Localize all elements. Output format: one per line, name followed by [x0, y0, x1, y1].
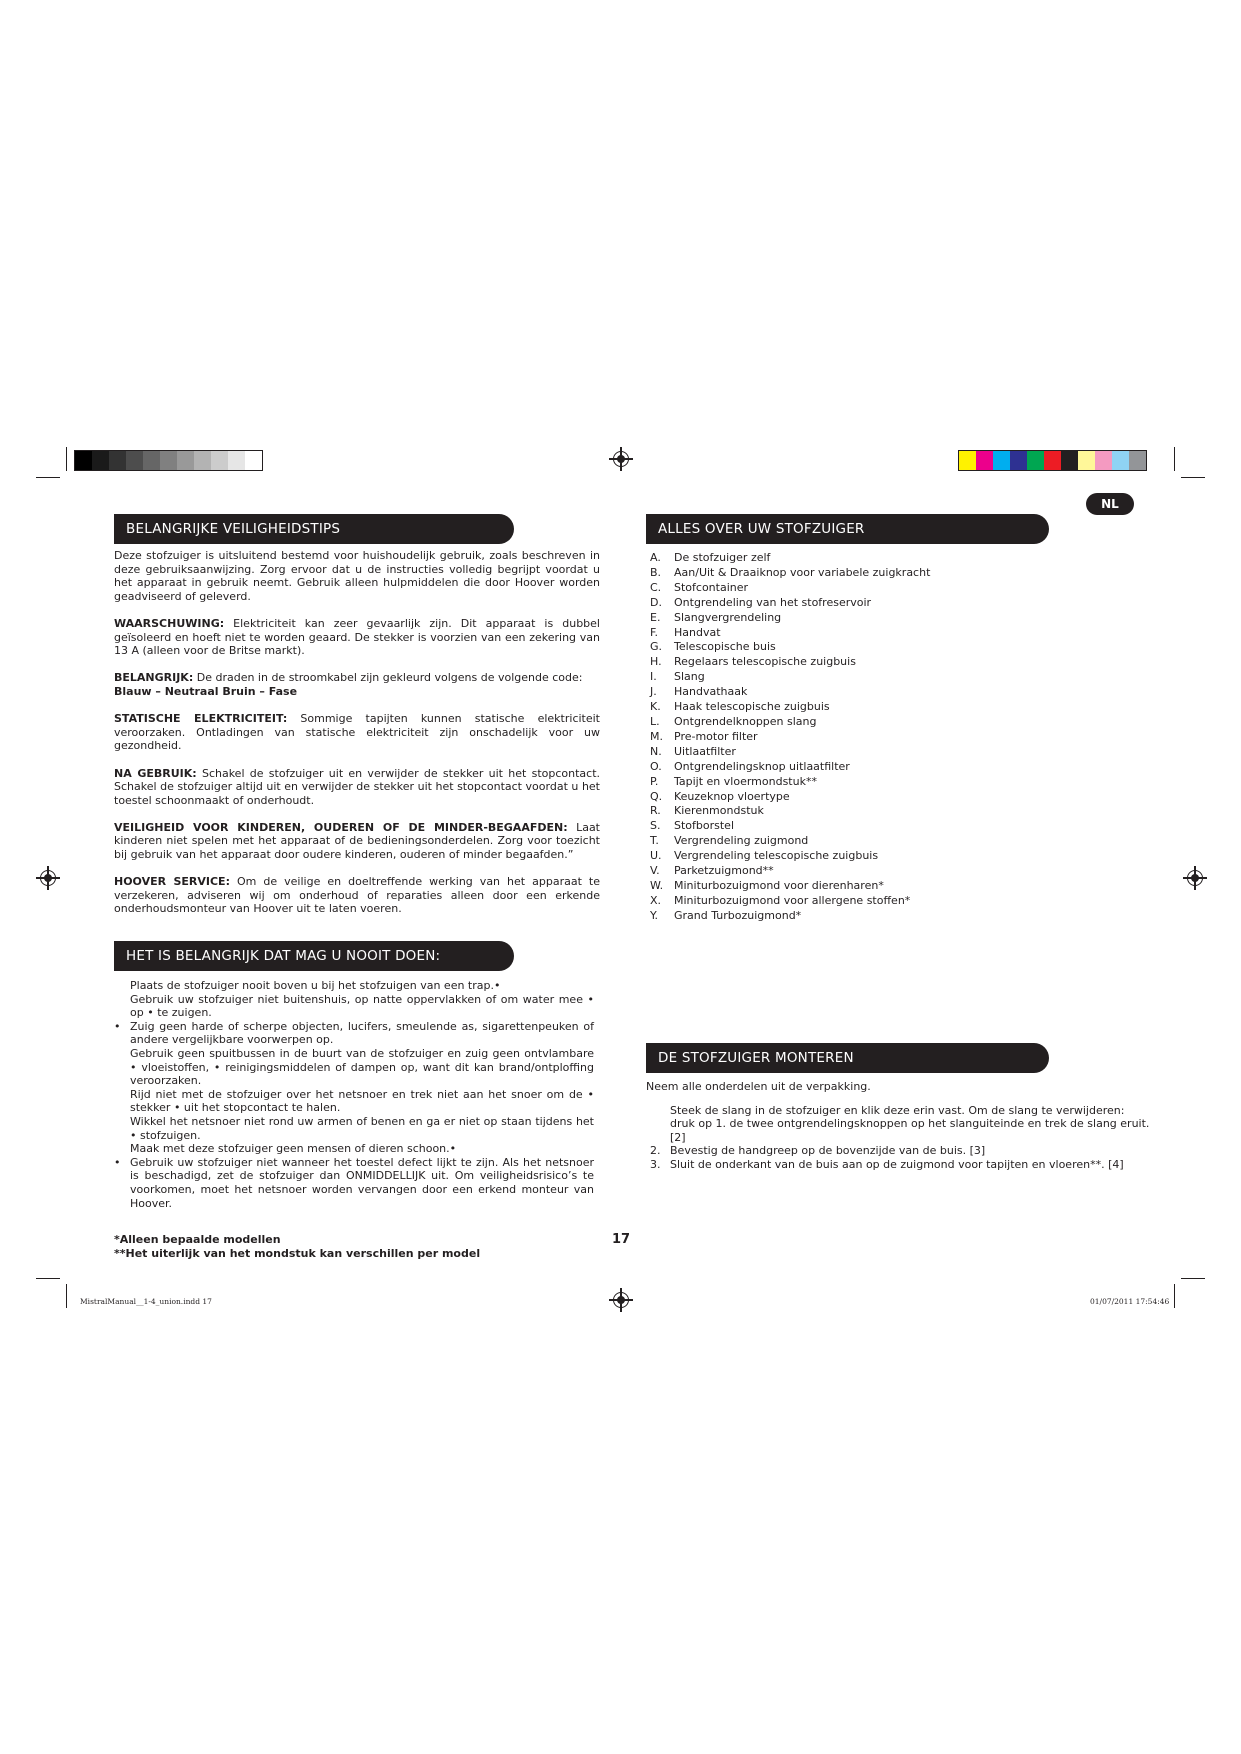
- list-item: Gebruik uw stofzuiger niet buitenshuis, op natte oppervlakken of om water mee • op • te zuigen.: [130, 992, 594, 1020]
- section-heading-never-do: HET IS BELANGRIJK DAT MAG U NOOIT DOEN:: [114, 941, 514, 971]
- grayscale-color-bar: [74, 450, 263, 471]
- crop-mark: [36, 1278, 60, 1279]
- section-heading-safety: BELANGRIJKE VEILIGHEIDSTIPS: [114, 514, 514, 544]
- list-item: B. Aan/Uit & Draaiknop voor variabele zuigkracht: [650, 565, 931, 579]
- color-swatch: [1078, 451, 1095, 470]
- parts-list: [650, 551, 930, 924]
- color-swatch: [109, 451, 126, 470]
- color-swatch: [92, 451, 109, 470]
- cmyk-color-bar: [958, 450, 1147, 471]
- list-item: 2. Bevestig de handgreep op de bovenzijde van de buis. [3]: [650, 1144, 986, 1158]
- list-item: Maak met deze stofzuiger geen mensen of dieren schoon.•: [130, 1142, 457, 1156]
- list-item: Y. Grand Turbozuigmond*: [650, 908, 802, 922]
- list-item: L. Ontgrendelknoppen slang: [650, 714, 817, 728]
- color-swatch: [160, 451, 177, 470]
- crop-mark: [1174, 447, 1175, 471]
- list-item: Gebruik geen spuitbussen in de buurt van de stofzuiger en zuig geen ontvlambare • vloeistoffen, • reinigingsmiddelen of dampen op, want dit kan brand/ontploffing veroorzaken.: [130, 1046, 594, 1088]
- crop-mark: [1174, 1284, 1175, 1308]
- list-item: M. Pre-motor filter: [650, 729, 758, 743]
- list-item: I. Slang: [650, 670, 705, 684]
- color-swatch: [143, 451, 160, 470]
- child-safety-paragraph: VEILIGHEID VOOR KINDEREN, OUDEREN OF DE MINDER-BEGAAFDEN: Laat kinderen niet spelen met het apparaat of de bedieningsonderdelen. Zorg voor toezicht bij gebruik van het apparaat door oudere kinderen, ouderen of minder begaafden.”: [114, 820, 600, 862]
- crop-mark: [36, 477, 60, 478]
- list-item: H. Regelaars telescopische zuigbuis: [650, 655, 856, 669]
- list-item: Steek de slang in de stofzuiger en klik deze erin vast. Om de slang te verwijderen: druk op 1. de twee ontgrendelingsknoppen op het slanguiteinde en trek de slang eruit. [2]: [670, 1104, 1150, 1144]
- list-item: • Zuig geen harde of scherpe objecten, lucifers, smeulende as, sigarettenpeuken of andere vergelijkbare voorwerpen op.: [114, 1020, 594, 1047]
- list-item: W. Miniturbozuigmond voor dierenharen*: [650, 878, 884, 892]
- color-swatch: [1044, 451, 1061, 470]
- assembly-steps: [650, 1104, 1150, 1171]
- important-paragraph: BELANGRIJK: De draden in de stroomkabel zijn gekleurd volgens de volgende code: Blauw – Neutraal Bruin – Fase: [114, 671, 583, 698]
- list-item: X. Miniturbozuigmond voor allergene stoffen*: [650, 893, 911, 907]
- service-paragraph: HOOVER SERVICE: Om de veilige en doeltreffende werking van het apparaat te verzekeren, adviseren wij om onderhoud of reparaties alleen door een erkende onderhoudsmonteur van Hoover uit te laten voeren.: [114, 875, 600, 916]
- color-swatch: [1010, 451, 1027, 470]
- color-swatch: [1129, 451, 1146, 470]
- list-item: Plaats de stofzuiger nooit boven u bij het stofzuigen van een trap.•: [130, 979, 501, 992]
- safety-text: [114, 549, 600, 930]
- color-swatch: [993, 451, 1010, 470]
- language-badge: NL: [1086, 493, 1134, 515]
- list-item: Rijd niet met de stofzuiger over het netsnoer en trek niet aan het snoer om de • stekker • uit het stopcontact te halen.: [130, 1087, 594, 1115]
- crop-mark: [66, 1284, 67, 1308]
- date-slug: 01/07/2011 17:54:46: [1090, 1297, 1170, 1306]
- list-item: N. Uitlaatfilter: [650, 744, 736, 758]
- crop-mark: [1181, 477, 1205, 478]
- color-swatch: [194, 451, 211, 470]
- assembly-intro: Neem alle onderdelen uit de verpakking.: [646, 1080, 871, 1093]
- color-swatch: [177, 451, 194, 470]
- list-item: T. Vergrendeling zuigmond: [650, 834, 809, 848]
- after-use-paragraph: NA GEBRUIK: Schakel de stofzuiger uit en verwijder de stekker uit het stopcontact. Schakel de stofzuiger altijd uit en verwijder de stekker uit het stopcontact voordat u het toestel schoonmaakt of onderhoudt.: [114, 766, 601, 807]
- static-paragraph: STATISCHE ELEKTRICITEIT: Sommige tapijten kunnen statische elektriciteit veroorzaken. Ontladingen van statische elektriciteit zijn onschadelijk voor uw gezondheid.: [114, 712, 600, 753]
- list-item: U. Vergrendeling telescopische zuigbuis: [650, 849, 879, 863]
- color-swatch: [228, 451, 245, 470]
- list-item: Wikkel het netsnoer niet rond uw armen of benen en ga er niet op staan tijdens het • stofzuigen.: [130, 1114, 594, 1142]
- file-slug: MistralManual__1-4_union.indd 17: [80, 1297, 212, 1306]
- list-item: Q. Keuzeknop vloertype: [650, 789, 790, 803]
- list-item: O. Ontgrendelingsknop uitlaatfilter: [650, 759, 850, 773]
- list-item: D. Ontgrendeling van het stofreservoir: [650, 595, 872, 609]
- color-swatch: [126, 451, 143, 470]
- color-swatch: [959, 451, 976, 470]
- registration-mark-right-icon: [1187, 870, 1203, 886]
- color-swatch: [1095, 451, 1112, 470]
- page-number: 17: [612, 1232, 631, 1247]
- footnote-nozzle: **Het uiterlijk van het mondstuk kan verschillen per model: [114, 1246, 481, 1260]
- list-item: R. Kierenmondstuk: [650, 804, 764, 818]
- list-item: K. Haak telescopische zuigbuis: [650, 700, 830, 714]
- list-item: C. Stofcontainer: [650, 580, 749, 594]
- list-item: S. Stofborstel: [650, 819, 735, 833]
- crop-mark: [1181, 1278, 1205, 1279]
- safety-intro: Deze stofzuiger is uitsluitend bestemd voor huishoudelijk gebruik, zoals beschreven in deze gebruiksaanwijzing. Zorg ervoor dat u de instructies volledig begrijpt voordat u het apparaat in gebruik neemt. Gebruik alleen hulpmiddelen die door Hoover worden geadviseerd of geleverd.: [114, 549, 600, 603]
- section-heading-about: ALLES OVER UW STOFZUIGER: [646, 514, 1049, 544]
- registration-mark-left-icon: [40, 870, 56, 886]
- footnotes: [114, 1233, 480, 1260]
- list-item: E. Slangvergrendeling: [650, 610, 782, 624]
- list-item: • Gebruik uw stofzuiger niet wanneer het toestel defect lijkt te zijn. Als het netsnoer is beschadigd, zet de stofzuiger dan ONMIDDELLIJK uit. Om veiligheidsrisico’s te voorkomen, moet het netsnoer worden vervangen door een erkend monteur van Hoover.: [114, 1156, 594, 1210]
- list-item: V. Parketzuigmond**: [650, 864, 774, 878]
- footnote-models: *Alleen bepaalde modellen: [114, 1233, 281, 1246]
- list-item: G. Telescopische buis: [650, 640, 776, 654]
- list-item: A. De stofzuiger zelf: [650, 551, 771, 564]
- list-item: F. Handvat: [650, 625, 721, 639]
- never-do-list: [114, 979, 594, 1210]
- color-swatch: [976, 451, 993, 470]
- list-item: 3. Sluit de onderkant van de buis aan op de zuigmond voor tapijten en vloeren**. [4]: [650, 1157, 1124, 1171]
- color-swatch: [1061, 451, 1078, 470]
- color-swatch: [245, 451, 262, 470]
- warning-paragraph: WAARSCHUWING: Elektriciteit kan zeer gevaarlijk zijn. Dit apparaat is dubbel geïsoleerd en hoeft niet te worden geaard. De stekker is voorzien van een zekering van 13 A (alleen voor de Britse markt).: [114, 616, 600, 658]
- color-swatch: [211, 451, 228, 470]
- color-swatch: [1112, 451, 1129, 470]
- registration-mark-bottom-icon: [613, 1292, 629, 1308]
- list-item: J. Handvathaak: [650, 685, 748, 699]
- registration-mark-top-icon: [613, 451, 629, 467]
- color-swatch: [1027, 451, 1044, 470]
- color-swatch: [75, 451, 92, 470]
- crop-mark: [66, 447, 67, 471]
- list-item: P. Tapijt en vloermondstuk**: [650, 774, 817, 788]
- section-heading-assembly: DE STOFZUIGER MONTEREN: [646, 1043, 1049, 1073]
